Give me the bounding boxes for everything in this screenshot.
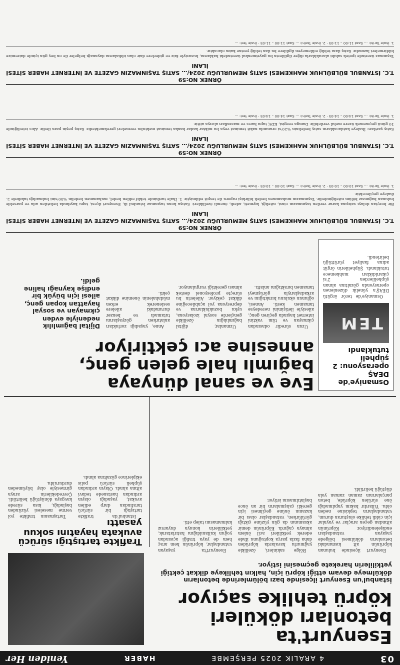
bridge-column-2 [238, 403, 312, 553]
sidebar-news-title: Osmaniye'de DEAŞ operasyonu: 2 şüpheli tutuklandı [332, 345, 389, 386]
main-headline-line3: annesine acı çektiriyor [95, 337, 314, 358]
traffic-column-2 [8, 401, 72, 519]
legal-ad-2 [6, 113, 394, 158]
bridge-paragraph-3: Esenyurt'ta yaşayan vatandaşlar, köprünün hem araç hem de yaya trafiği açısından yoğun kullanıldığını hatırlatarak, yetkililerin konuya duyarsız kalmamasını talep etti. [158, 520, 232, 553]
bridge-paragraph-2: Bölge sakinleri, özellikle yağmurlu havalarda köprüden daha fazla parça koptuğunu ifade ederek yetkilileri acil önlem almaya çağırdı. Köprünün demir aksamının da gün yüzüne çıktığı görülürken, vatandaşlar olası bir kazanın önüne geçilmesi için gerekli çalışmaların bir an önce başlatılmasını istiyor. [238, 498, 312, 553]
bridge-headline-line3: köprü tehlike saçıyor [178, 588, 392, 610]
legal-ad-1-body: Bir borçtan dolayı satışına karar verilen taşınmazın cinsi, niteliği, kıymeti, adedi, önemli özellikleri: Satışa konu taşınmaz İstanbul ili, Esenyurt ilçesi, tapu kaydında belirtilen ada ve parselde bulunan bağımsız bölüm niteliğindedir. Taşınmazın muhammen bedeli bilirkişi raporu ile tespit edilmiştir. 1. İhale tarihinde teklif edilen bedel, muhammen bedelin %50'sini bulmadığı takdirde 2. ihaleye geçilecektir. [6, 191, 394, 208]
sidebar-photo-text: TEM [339, 313, 383, 333]
legal-ad-1-title: ÖRNEK NO:59 T.C. İSTANBUL BÜLBÜLHUK MAHKEMESİ SATIŞ MEMURLUĞU 2024/… SATIŞ TAŞINMAZIN GAZETE VE İNTERNET HABER SİTESİ İLANI [6, 210, 394, 230]
legal-ad-2-body: Satış şartları: İhaleye katılacakların satış bedelinin %20'si oranında nakit teminat veya bu miktar kadar banka teminat mektubu vermeleri gerekmektedir. Satış peşin para iledir. Alıcı istediğinde 10 günü geçmemek üzere mehil verilebilir. Damga vergisi, KDV, tapu harcı ve masrafları alıcıya aittir. [6, 121, 394, 133]
legal-ad-2-footer: 1. İhale Tarihi: … Saat 14:00 – 14:05 · 2. İhale Tarihi: … Saat 14:00 – 14:05 · İhale Yeri: … [6, 113, 394, 120]
sidebar-news-box [318, 239, 394, 391]
bridge-paragraph-1: Esenyurt ilçesinde bulunan köprünün alt kısmındaki betonların dökülmesi bölgede yaşayan vatandaşları endişelendiriyor. Köprünün altından geçen araçlar ve yayalar için ciddi tehlike oluşturan durum, vatandaşların tepkisine neden oldu. Yıllardır bakım yapılmadığı öne sürülen köprüde, beton parçalarının zaman zaman yola düştüğü belirtildi. [318, 486, 392, 553]
legal-ad-3 [6, 40, 394, 85]
legal-ad-2-title: ÖRNEK NO:59 T.C. İSTANBUL BÜLBÜLHUK MAHKEMESİ SATIŞ MEMURLUĞU 2024/… SATIŞ TAŞINMAZIN GAZETE VE İNTERNET HABER SİTESİ İLANI [6, 135, 394, 155]
column-divider [149, 397, 150, 547]
main-paragraph-1: Uzun süredir odasından çıkmayan ve tüm vaktini internet başında geçiren genç, ailesiyle iletişimini neredeyse tamamen kesti. Annesi, oğlunun okulunu bıraktığını ve arkadaşlarıyla görüşmeyi tamamen bıraktığını anlattı. [248, 285, 314, 329]
bridge-column-1 [318, 403, 392, 553]
main-column-1 [248, 237, 314, 329]
traffic-column-1 [78, 401, 142, 519]
legal-ad-3-title: ÖRNEK NO:59 T.C. İSTANBUL BÜLBÜLHUK MAHKEMESİ SATIŞ MEMURLUĞU 2024/… SATIŞ TAŞINMAZIN GAZETE VE İNTERNET HABER SİTESİ İLANI [6, 62, 394, 82]
page-number: 03 [379, 653, 394, 663]
bridge-headline-line1: Esenyurt'ta [275, 626, 392, 647]
traffic-paragraph-1: İstanbul'da trafikte tartıştığı bir sürücü tarafından darp edilen avukat, yaşadığı olayın ardından hastanede tedavi altına alındı. Olayın ardından şüpheli sürücü polis ekiplerince gözaltına alındı. [78, 475, 142, 519]
traffic-story-headline: Trafikte tartıştığı sürücü avukata hayatını sokuu yasattı [18, 517, 142, 546]
main-headline-line2: bağımlı hale gelen genç, [78, 355, 314, 376]
bridge-story-deck: İstanbul'un Esenyurt ilçesinde bazı bölümlerinde betonların dökülmeye devam ettiği köprü için, halkın tehlikeye dikkat çektiği yetkililerin harekete geçmesini istiyor. [160, 561, 392, 583]
main-column-2 [176, 237, 242, 329]
legal-ad-1 [6, 183, 394, 233]
section-label: HABER [123, 654, 156, 662]
page-header-bar [0, 651, 400, 665]
main-story-headline [6, 337, 314, 391]
main-paragraph-2: Uzmanlar, dijital bağımlılığın özellikle gençlerde sosyal izolasyona, uyku bozukluklarına ve depresyona yol açabileceğine dikkat çekiyor. Ailelerin bu süreçte profesyonel destek alması gerektiği vurgulanıyor. [176, 285, 242, 329]
main-headline-line1: Eve ve sanal dünyaya [107, 373, 314, 393]
bridge-photo [8, 553, 144, 645]
main-story-deck: Dijital bağımlılık nedeniyle evden çıkmayan ve sosyal hayattan kopan genç, ailesi için büyük bir endişe kaynağı haline geldi. [23, 277, 100, 329]
sidebar-news-body [323, 247, 389, 299]
legal-ad-1-footer: 1. İhale Tarihi: … Saat 10:00 – 10:05 · 2. İhale Tarihi: … Saat 10:00 – 10:05 · İhale Yeri: … [6, 183, 394, 190]
section-divider [4, 396, 396, 397]
bridge-story-headline [162, 588, 392, 645]
main-column-3 [106, 237, 170, 329]
sidebar-news-photo [323, 303, 389, 343]
bridge-column-3 [158, 403, 232, 553]
legal-ad-3-footer: 1. İhale Tarihi: … Saat 11:00 – 11:05 · 2. İhale Tarihi: … Saat 11:00 – 11:05 · İhale Yeri: … [6, 40, 394, 47]
traffic-paragraph-2: Tartışmanın trafikte yol verme meselesi yüzünden başladığı, kısa sürede kavgaya dönüştüğü belirtildi. Çevredekilerin araya girmesiyle olay büyümeden durduruldu. [8, 480, 72, 519]
main-paragraph-3: Anne, yaşadığı zorlukları anlatırken gözyaşlarını tutamadı ve benzer durumdaki ailelere seslenerek erken müdahalenin önemine dikkat çekti. [106, 290, 170, 329]
newspaper-logo: Yeniden Her [6, 653, 69, 663]
sidebar-paragraph: Osmaniye'de terör örgütü DEAŞ'a yönelik düzenlenen operasyonda gözaltına alınan şüphelilerden 2'si çıkarıldıkları mahkemece tutuklandı. Şüphelilerin örgüt adına faaliyet yürüttüğü belirlendi. [323, 254, 389, 299]
bridge-headline-line2: betonları döküleri [210, 607, 392, 629]
page-date: 4 ARALIK 2025 PERŞEMBE [210, 654, 325, 662]
legal-ad-3-body: Taşınmaz üzerinde ipotek sahibi alacaklılarla diğer ilgililerin bu gayrimenkul üzerindeki haklarını, hususiyle faiz ve giderlere dair olan iddialarını dayanağı belgeler ile on beş gün içinde dairemize bildirmeleri lazımdır. Satış ilanı tebliğ edilemeyen ilgililere bu ilan tebliğ yerine kaim olacaktır. [6, 48, 394, 60]
